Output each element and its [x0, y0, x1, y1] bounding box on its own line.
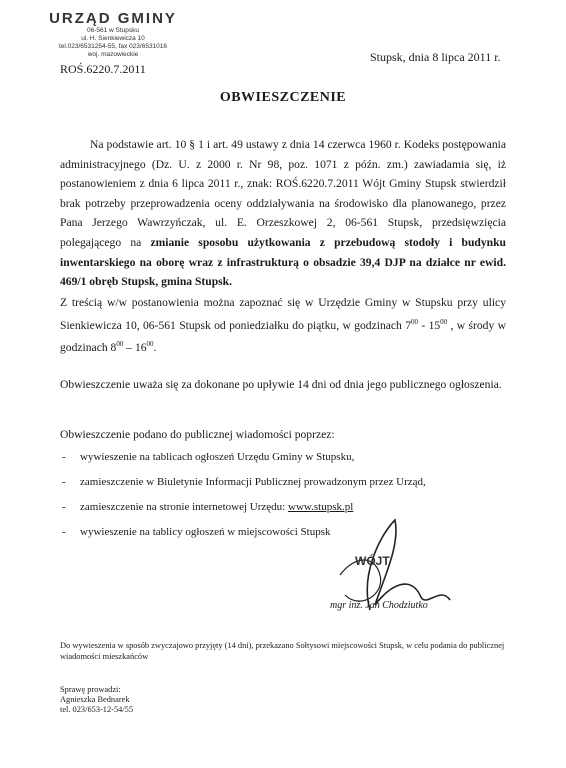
footnote: Do wywieszenia w sposób zwyczajowo przyjęty (14 dni), przekazano Sołtysowi miejscowości Stupsk, w celu podania do publicznej wiadomości mieszkańców: [60, 641, 505, 661]
paragraph-text: - 15: [418, 318, 441, 332]
signatory-name: mgr inż. Jan Chodziutko: [330, 600, 428, 611]
list-dash: -: [62, 476, 66, 488]
reference-number: ROŚ.6220.7.2011: [60, 62, 146, 76]
paragraph-text: – 16: [123, 340, 147, 354]
website-link[interactable]: www.stupsk.pl: [288, 501, 354, 513]
list-item-text: wywieszenie na tablicach ogłoszeń Urzędu Gminy w Stupsku,: [80, 451, 355, 463]
paragraph-text: .: [153, 340, 157, 354]
superscript: 00: [116, 340, 124, 349]
contact-block: [60, 685, 133, 715]
paragraph-text: , w środy w godzinach 8: [60, 318, 506, 354]
hours-paragraph: [60, 293, 506, 358]
stamp-line: tel.023/6531254-55, fax 023/6531016: [58, 43, 168, 50]
list-item-text: zamieszczenie w Biuletynie Informacji Publicznej prowadzonym przez Urząd,: [80, 476, 426, 488]
contact-phone: tel. 023/653-12-54/55: [60, 705, 134, 714]
paragraph-text: Z treścią w/w postanowienia można zapoznać się w Urzędzie Gminy w Stupsku przy ulicy Sienkiewicza 10, 06-561 Stupsk od poniedziałku do piątku, w godzinach 7: [60, 296, 506, 332]
validity-paragraph: Obwieszczenie uważa się za dokonane po upływie 14 dni od dnia jego publicznego ogłoszenia.: [60, 378, 502, 391]
superscript: 00: [440, 317, 448, 326]
stamp-line: 06-561 w Stupsku: [86, 27, 140, 34]
paragraph-text: Na podstawie art. 10 § 1 i art. 49 ustawy z dnia 14 czerwca 1960 r. Kodeks postępowania administracyjnego (Dz. U. z 2000 r. Nr 98, poz. 1071 z późn. zm.) zawiadamia się, iż postanowieniem z dnia 6 lipca 2011 r., znak: ROŚ.6220.7.2011 Wójt Gminy Stupsk stwierdził brak potrzeby przeprowadzenia oceny oddziaływania na środowisko dla planowanego, przez Pana Jerzego Wawrzyńczak, ul. E. Orzeszkowej 2, 06-561 Stupsk, przedsięwzięcia polegającego na: [60, 138, 506, 249]
stamp-line: woj. mazowieckie: [87, 51, 139, 58]
document-title: OBWIESZCZENIE: [219, 90, 347, 105]
contact-label: Sprawę prowadzi:: [60, 685, 121, 694]
publication-intro: Obwieszczenie podano do publicznej wiadomości poprzez:: [60, 428, 335, 441]
stamp-line: ul. H. Sienkiewicza 10: [81, 35, 145, 42]
superscript: 00: [411, 317, 418, 326]
list-item: [62, 470, 502, 495]
list-dash: -: [62, 501, 66, 513]
wojt-stamp-text: WÓJT: [355, 554, 390, 568]
list-dash: -: [62, 451, 66, 463]
office-stamp: [48, 10, 178, 59]
office-name: URZĄD GMINY: [49, 10, 177, 27]
superscript: 00: [146, 340, 154, 349]
list-item-text: zamieszczenie na stronie internetowej Urzędu:: [80, 501, 288, 513]
list-item-text: wywieszenie na tablicy ogłoszeń w miejscowości Stupsk: [80, 526, 331, 538]
list-item: [62, 445, 502, 470]
contact-name: Agnieszka Bednarek: [60, 695, 130, 704]
main-paragraph: [60, 135, 506, 292]
paragraph-bold-text: zmianie sposobu użytkowania z przebudową stodoły i budynku inwentarskiego na oborę wraz z infrastrukturą o obsadzie 39,4 DJP na działce nr ewid. 469/1 obręb Stupsk, gmina Stupsk.: [60, 235, 506, 289]
city-date: Stupsk, dnia 8 lipca 2011 r.: [370, 50, 501, 64]
list-dash: -: [62, 526, 66, 538]
